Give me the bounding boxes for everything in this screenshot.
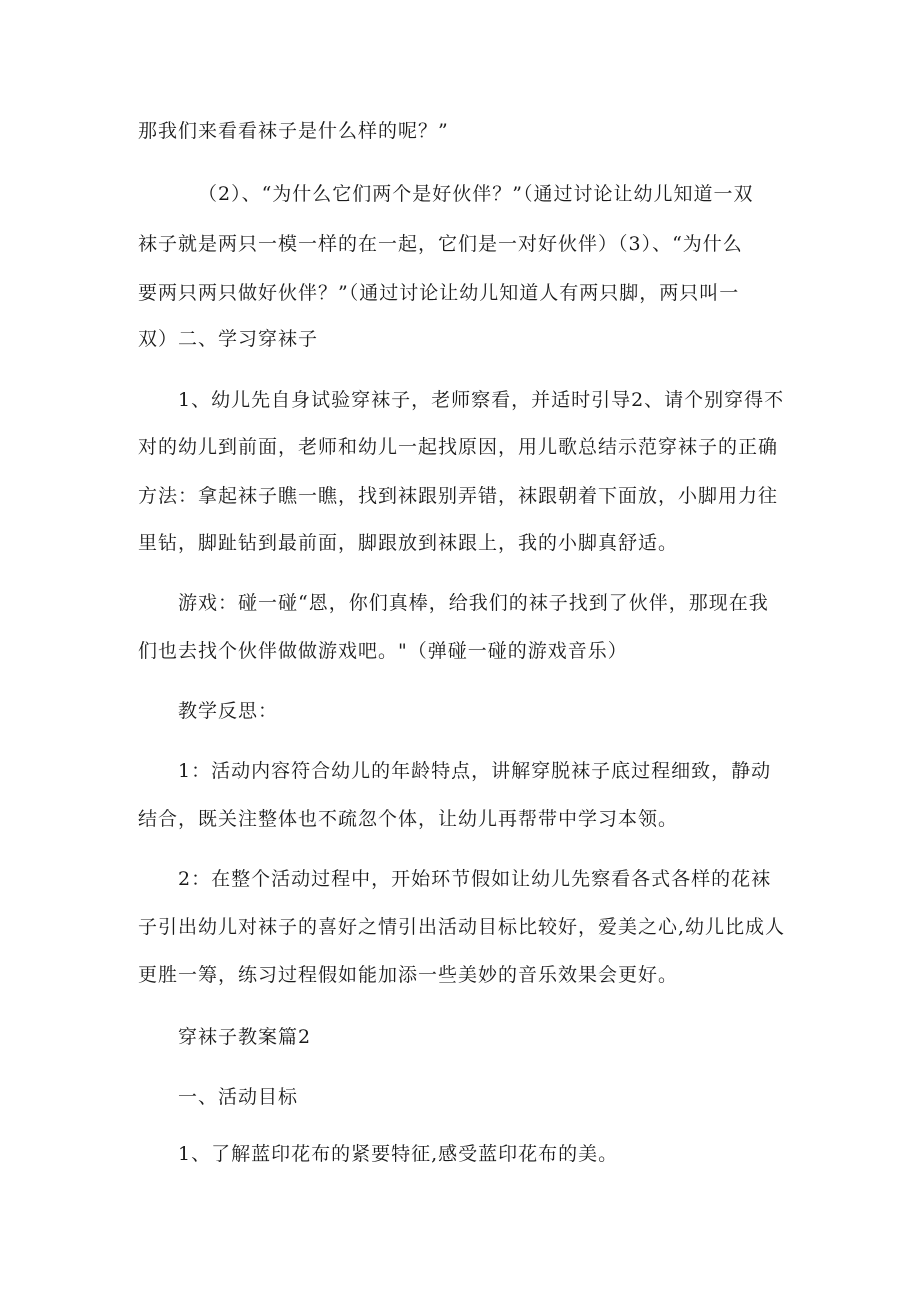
- text-line: 结合，既关注整体也不疏忽个体，让幼儿再帮带中学习本领。: [138, 808, 679, 830]
- text-line: 更胜一筹，练习过程假如能加添一些美妙的音乐效果会更好。: [138, 964, 679, 986]
- text-line: 那我们来看看袜子是什么样的呢？”: [138, 120, 449, 142]
- text-line: 对的幼儿到前面，老师和幼儿一起找原因，用儿歌总结示范穿袜子的正确: [138, 436, 779, 458]
- section-heading: 一、活动目标: [178, 1086, 299, 1108]
- text-line: 双）二、学习穿袜子: [138, 328, 319, 350]
- text-line: 1：活动内容符合幼儿的年龄特点，讲解穿脱袜子底过程细致，静动: [178, 760, 772, 782]
- text-line: 1、了解蓝印花布的紧要特征,感受蓝印花布的美。: [178, 1143, 619, 1165]
- section-heading: 穿袜子教案篇2: [178, 1026, 312, 1048]
- text-line: 子引出幼儿对袜子的喜好之情引出活动目标比较好，爱美之心,幼儿比成人: [138, 916, 786, 938]
- text-line: 游戏：碰一碰“恩，你们真棒，给我们的袜子找到了伙伴，那现在我: [178, 592, 769, 614]
- section-heading: 教学反思：: [178, 700, 279, 722]
- text-line: 要两只两只做好伙伴？”（通过讨论让幼儿知道人有两只脚，两只叫一: [138, 282, 740, 304]
- text-line: 1、幼儿先自身试验穿袜子，老师察看，并适时引导2、请个别穿得不: [178, 389, 785, 411]
- text-line: （2）、“为什么它们两个是好伙伴？”（通过讨论让幼儿知道一双: [198, 183, 754, 205]
- text-line: 袜子就是两只一模一样的在一起，它们是一对好伙伴）（3）、“为什么: [138, 233, 743, 255]
- text-line: 2：在整个活动过程中，开始环节假如让幼儿先察看各式各样的花袜: [178, 868, 772, 890]
- text-line: 里钻，脚趾钻到最前面，脚跟放到袜跟上，我的小脚真舒适。: [138, 532, 679, 554]
- text-line: 们也去找个伙伴做做游戏吧。"（弹碰一碰的游戏音乐）: [138, 640, 628, 662]
- text-line: 方法：拿起袜子瞧一瞧，找到袜跟别弄错，袜跟朝着下面放，小脚用力往: [138, 485, 779, 507]
